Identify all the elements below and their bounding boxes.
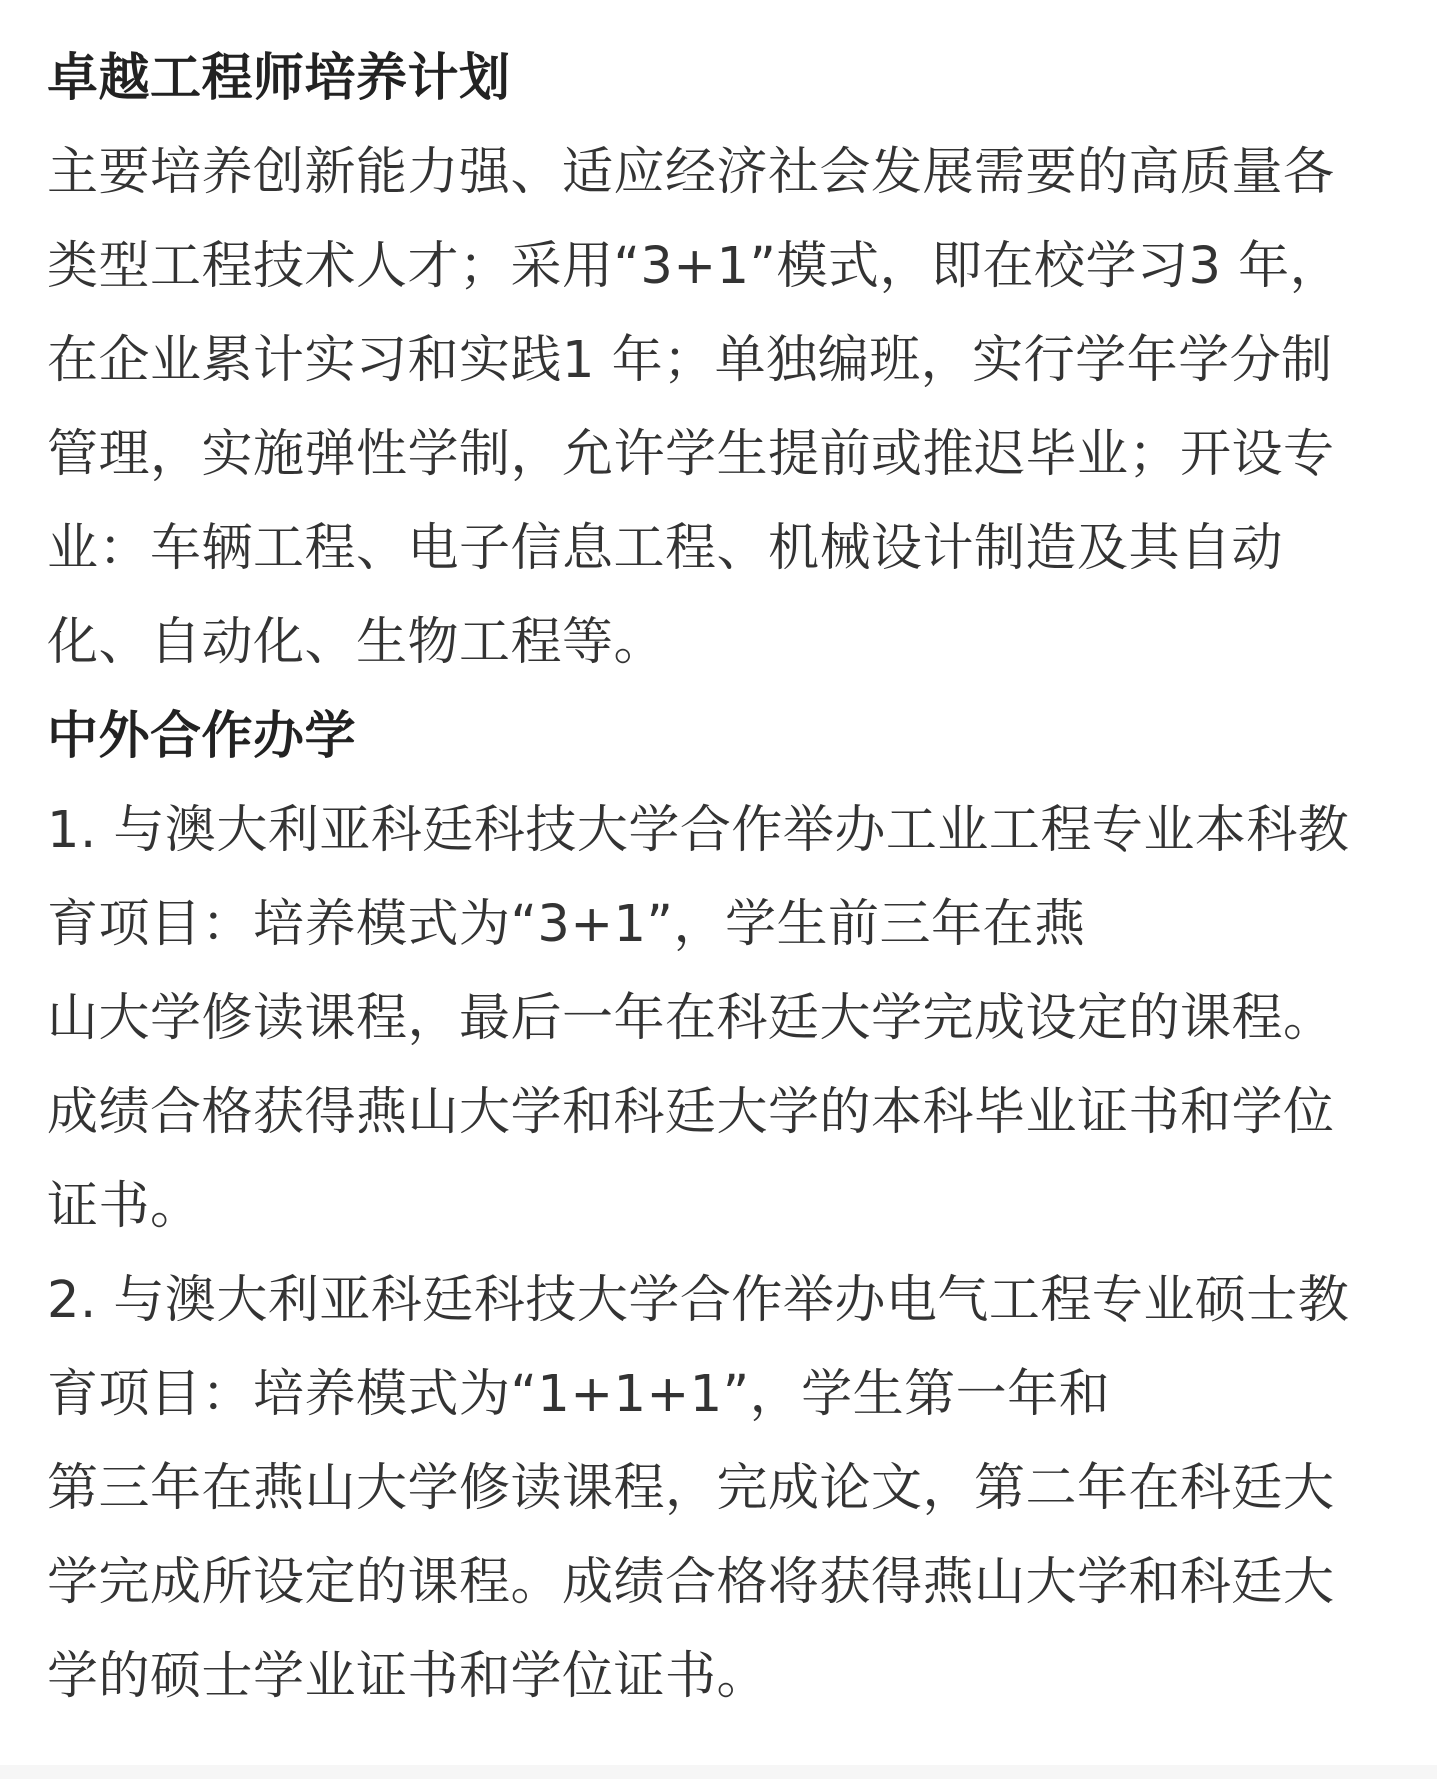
paragraph-excellent-engineer [47, 126, 1427, 690]
text-line: 1. 与澳大利亚科廷科技大学合作举办工业工程专业本科教 [47, 801, 1350, 860]
paragraph-program-1 [47, 784, 1427, 1254]
text-line: 成绩合格获得燕山大学和科廷大学的本科毕业证书和学位 [47, 1083, 1335, 1142]
text-line: 学的硕士学业证书和学位证书。 [47, 1647, 769, 1706]
text-line: 学完成所设定的课程。成绩合格将获得燕山大学和科廷大 [47, 1553, 1335, 1612]
text-line: 育项目：培养模式为“3+1”，学生前三年在燕 [47, 895, 1086, 954]
text-line: 2. 与澳大利亚科廷科技大学合作举办电气工程专业硕士教 [47, 1271, 1350, 1330]
article-body [47, 32, 1427, 1724]
text-line: 类型工程技术人才；采用“3+1”模式，即在校学习3 年， [47, 237, 1342, 296]
text-line: 管理，实施弹性学制，允许学生提前或推迟毕业；开设专 [47, 425, 1335, 484]
text-line: 山大学修读课程，最后一年在科廷大学完成设定的课程。 [47, 989, 1335, 1048]
text-line: 证书。 [47, 1177, 202, 1236]
section-heading-sino-foreign: 中外合作办学 [47, 707, 357, 766]
text-line: 第三年在燕山大学修读课程，完成论文，第二年在科廷大 [47, 1459, 1335, 1518]
text-line: 化、自动化、生物工程等。 [47, 613, 666, 672]
text-line: 业：车辆工程、电子信息工程、机械设计制造及其自动 [47, 519, 1284, 578]
section-heading-excellent-engineer: 卓越工程师培养计划 [47, 49, 511, 108]
footer-divider-band [0, 1765, 1437, 1779]
text-line: 育项目：培养模式为“1+1+1”，学生第一年和 [47, 1365, 1111, 1424]
text-line: 主要培养创新能力强、适应经济社会发展需要的高质量各 [47, 143, 1335, 202]
paragraph-program-2 [47, 1254, 1427, 1724]
text-line: 在企业累计实习和实践1 年；单独编班，实行学年学分制 [47, 331, 1333, 390]
